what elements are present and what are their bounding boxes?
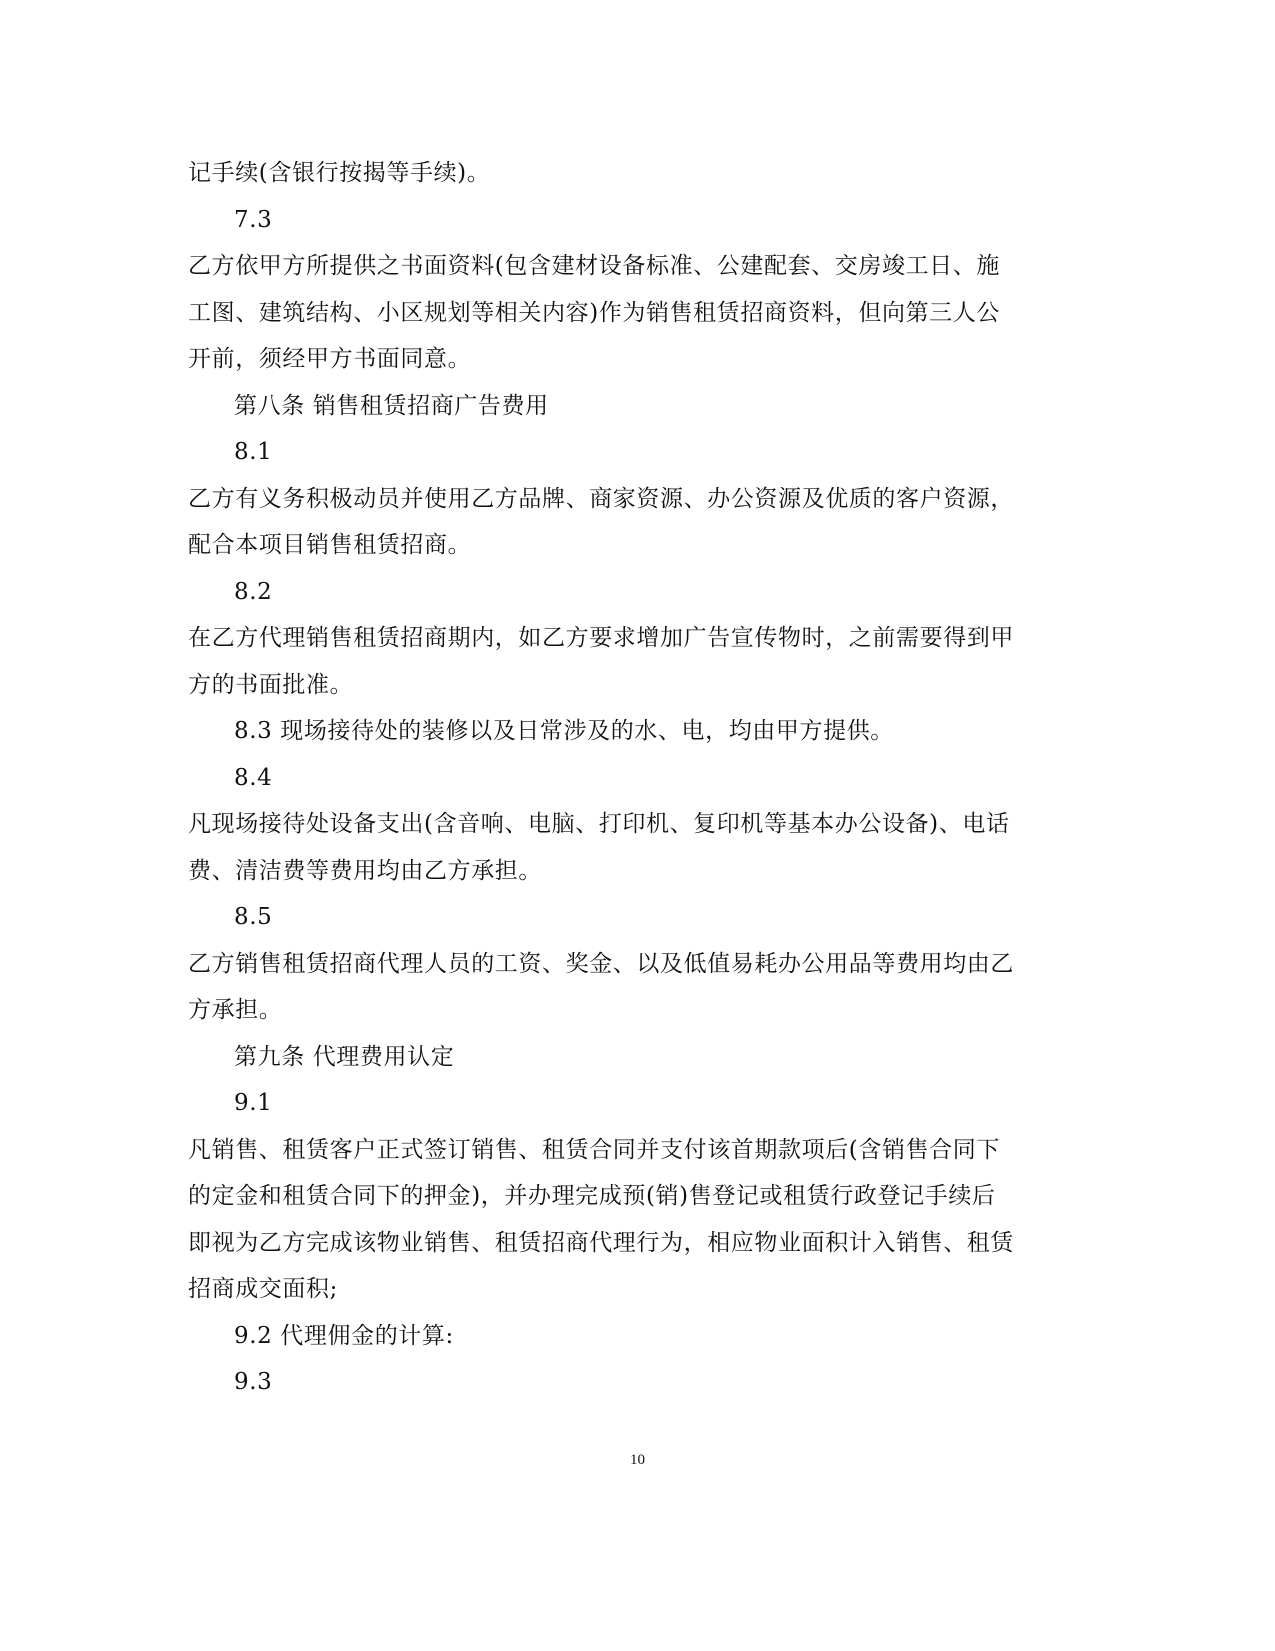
text-line: 配合本项目销售租赁招商。 xyxy=(188,532,472,558)
clause-number: 8.2 xyxy=(234,578,273,605)
text-line: 工图、建筑结构、小区规划等相关内容)作为销售租赁招商资料，但向第三人公 xyxy=(188,299,1000,326)
clause-number: 8.5 xyxy=(234,904,273,930)
article-heading: 第九条 代理费用认定 xyxy=(234,1043,455,1070)
document-body xyxy=(188,150,1018,1406)
text-line: 即视为乙方完成该物业销售、租赁招商代理行为，相应物业面积计入销售、租赁 xyxy=(188,1229,1014,1256)
text-line: 在乙方代理销售租赁招商期内，如乙方要求增加广告宣传物时，之前需要得到甲 xyxy=(188,625,1014,651)
clause-line: 9.2 代理佣金的计算: xyxy=(234,1322,454,1349)
page-number: 10 xyxy=(630,1452,645,1468)
clause-number: 9.3 xyxy=(234,1369,273,1395)
text-line: 乙方有义务积极动员并使用乙方品牌、商家资源、办公资源及优质的客户资源， xyxy=(188,485,1014,512)
article-heading: 第八条 销售租赁招商广告费用 xyxy=(234,392,549,419)
text-line: 乙方销售租赁招商代理人员的工资、奖金、以及低值易耗办公用品等费用均由乙 xyxy=(188,950,1014,977)
text-line: 记手续(含银行按揭等手续)。 xyxy=(188,160,491,186)
clause-line: 8.3 现场接待处的装修以及日常涉及的水、电，均由甲方提供。 xyxy=(234,718,894,744)
clause-number: 7.3 xyxy=(234,206,273,233)
text-line: 方的书面批准。 xyxy=(188,671,354,698)
text-line: 开前，须经甲方书面同意。 xyxy=(188,346,472,372)
text-line: 的定金和租赁合同下的押金)，并办理完成预(销)售登记或租赁行政登记手续后 xyxy=(188,1183,996,1209)
text-line: 凡现场接待处设备支出(含音响、电脑、打印机、复印机等基本办公设备)、电话 xyxy=(188,811,1010,837)
clause-number: 8.1 xyxy=(234,439,273,465)
text-line: 乙方依甲方所提供之书面资料(包含建材设备标准、公建配套、交房竣工日、施 xyxy=(188,253,1000,279)
text-line: 费、清洁费等费用均由乙方承担。 xyxy=(188,857,542,884)
text-line: 招商成交面积; xyxy=(188,1276,338,1302)
clause-number: 9.1 xyxy=(234,1090,273,1116)
text-line: 方承担。 xyxy=(188,997,283,1023)
clause-number: 8.4 xyxy=(234,764,273,791)
text-line: 凡销售、租赁客户正式签订销售、租赁合同并支付该首期款项后(含销售合同下 xyxy=(188,1136,1000,1163)
